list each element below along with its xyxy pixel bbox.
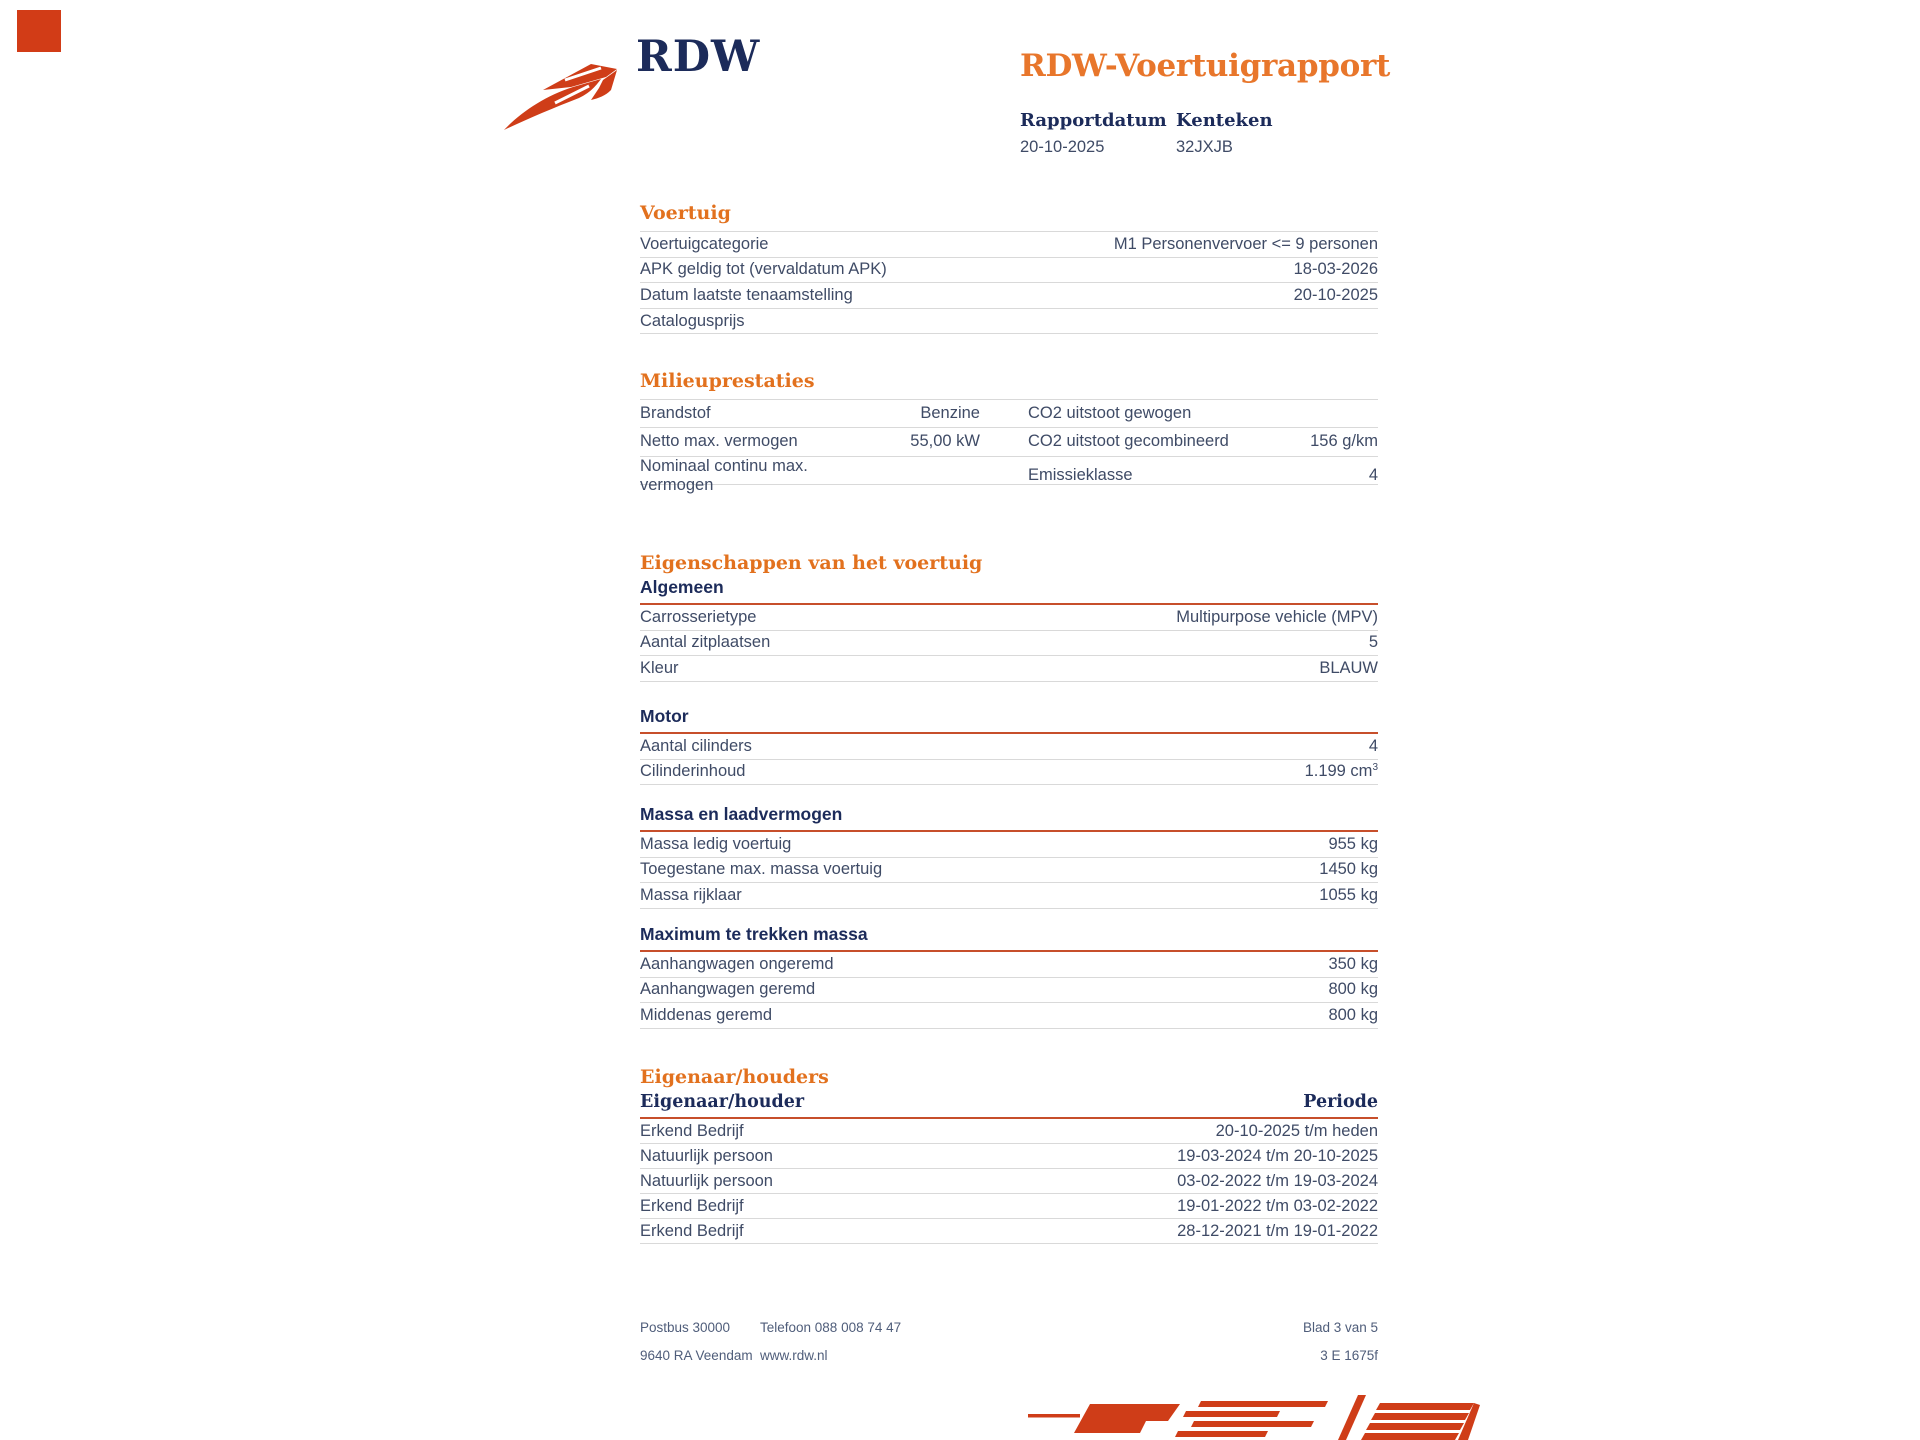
row-label: Carrosserietype xyxy=(640,607,757,626)
table-row xyxy=(640,1003,1378,1029)
rdw-stripes-motif-icon xyxy=(1028,1393,1480,1440)
table-row xyxy=(640,631,1378,657)
row-label: Toegestane max. massa voertuig xyxy=(640,860,883,879)
row-value: 350 kg xyxy=(1328,954,1378,973)
rdw-feather-logo-icon xyxy=(503,56,623,132)
owner-period: 20-10-2025 t/m heden xyxy=(1215,1121,1378,1140)
owner-name: Natuurlijk persoon xyxy=(640,1171,773,1190)
table-row xyxy=(640,978,1378,1004)
owners-table xyxy=(640,1119,1378,1244)
row-label: Emissieklasse xyxy=(1028,466,1133,485)
row-label: Aanhangwagen geremd xyxy=(640,980,816,999)
subsection-title: Massa en laadvermogen xyxy=(640,804,1378,832)
row-value: 955 kg xyxy=(1328,834,1378,853)
row-label: Cilinderinhoud xyxy=(640,762,746,781)
row-label: Catalogusprijs xyxy=(640,311,745,330)
owners-table-header xyxy=(640,1092,1378,1119)
row-label: Voertuigcategorie xyxy=(640,234,769,253)
row-value: Multipurpose vehicle (MPV) xyxy=(1176,607,1378,626)
report-date-block xyxy=(1020,110,1176,157)
owner-name: Erkend Bedrijf xyxy=(640,1196,744,1215)
row-label: CO2 uitstoot gewogen xyxy=(1028,404,1192,423)
row-value: 4 xyxy=(1368,466,1378,485)
table-row xyxy=(640,858,1378,884)
license-plate-value: 32JXJB xyxy=(1176,138,1233,156)
footer-doc-code: 3 E 1675f xyxy=(1320,1348,1378,1363)
subsection-title: Motor xyxy=(640,706,1378,734)
row-label: Datum laatste tenaamstelling xyxy=(640,285,853,304)
row-label: Kleur xyxy=(640,658,679,677)
row-value: Benzine xyxy=(920,404,980,423)
subsection-algemeen xyxy=(640,577,1378,682)
owner-period: 19-03-2024 t/m 20-10-2025 xyxy=(1177,1146,1378,1165)
section-heading: Eigenschappen van het voertuig xyxy=(640,552,983,574)
table-row xyxy=(640,428,1378,456)
row-value: 18-03-2026 xyxy=(1293,260,1378,279)
subsection-maximum-trekken xyxy=(640,924,1378,1029)
owner-name: Natuurlijk persoon xyxy=(640,1146,773,1165)
owner-period: 28-12-2021 t/m 19-01-2022 xyxy=(1177,1221,1378,1240)
table-row xyxy=(640,456,1378,494)
row-label: Aantal cilinders xyxy=(640,736,752,755)
footer-address-line1: Postbus 30000 xyxy=(640,1320,731,1335)
maximum-table xyxy=(640,952,1378,1029)
algemeen-table xyxy=(640,605,1378,682)
row-label: Brandstof xyxy=(640,404,711,423)
corner-marker xyxy=(17,10,61,52)
voertuig-table xyxy=(640,231,1378,334)
row-label: Massa ledig voertuig xyxy=(640,834,792,853)
table-row xyxy=(640,1144,1378,1169)
section-heading: Voertuig xyxy=(640,202,731,224)
footer-website: www.rdw.nl xyxy=(760,1348,828,1363)
row-label: Middenas geremd xyxy=(640,1005,773,1024)
page-title: RDW-Voertuigrapport xyxy=(1020,48,1391,84)
row-value: 5 xyxy=(1368,633,1378,652)
table-row xyxy=(640,656,1378,682)
row-value: 1.199 $cm^3$ xyxy=(1304,762,1378,781)
row-label: Netto max. vermogen xyxy=(640,432,798,451)
table-row xyxy=(640,605,1378,631)
owner-name: Erkend Bedrijf xyxy=(640,1221,744,1240)
footer-page-number: Blad 3 van 5 xyxy=(1302,1320,1378,1335)
section-eigenaar-houders xyxy=(640,1066,1378,1244)
table-row xyxy=(640,760,1378,786)
table-row xyxy=(640,1169,1378,1194)
report-meta xyxy=(1020,110,1332,157)
license-plate-block xyxy=(1176,110,1332,157)
row-label: Aantal zitplaatsen xyxy=(640,633,771,652)
footer-address-line2: 9640 RA Veendam xyxy=(640,1348,753,1363)
row-value: 1055 kg xyxy=(1319,885,1378,904)
table-row xyxy=(640,400,1378,428)
owner-period: 19-01-2022 t/m 03-02-2022 xyxy=(1177,1196,1378,1215)
table-row xyxy=(640,258,1378,284)
page-footer xyxy=(640,1320,1378,1363)
massa-table xyxy=(640,832,1378,909)
subsection-massa xyxy=(640,804,1378,909)
table-row xyxy=(640,832,1378,858)
row-value: 156 g/km xyxy=(1310,432,1378,451)
subsection-motor xyxy=(640,706,1378,785)
column-header-owner: Eigenaar/houder xyxy=(640,1092,805,1112)
license-plate-label: Kenteken xyxy=(1176,110,1273,131)
row-value: BLAUW xyxy=(1319,658,1378,677)
subsection-title: Maximum te trekken massa xyxy=(640,924,1378,952)
table-row xyxy=(640,952,1378,978)
row-value: 800 kg xyxy=(1328,980,1378,999)
table-row xyxy=(640,883,1378,909)
row-label: Aanhangwagen ongeremd xyxy=(640,954,834,973)
table-row xyxy=(640,309,1378,335)
section-milieuprestaties xyxy=(640,370,1378,494)
row-label: Massa rijklaar xyxy=(640,885,742,904)
section-heading: Eigenaar/houders xyxy=(640,1066,829,1088)
row-label: APK geldig tot (vervaldatum APK) xyxy=(640,260,887,279)
milieu-table xyxy=(640,399,1378,494)
subsection-title: Algemeen xyxy=(640,577,1378,605)
row-label: CO2 uitstoot gecombineerd xyxy=(1028,432,1229,451)
section-heading: Milieuprestaties xyxy=(640,370,815,392)
table-row xyxy=(640,1194,1378,1219)
column-header-period: Periode xyxy=(1303,1092,1378,1112)
owner-period: 03-02-2022 t/m 19-03-2024 xyxy=(1177,1171,1378,1190)
report-date-value: 20-10-2025 xyxy=(1020,138,1105,156)
table-row xyxy=(640,734,1378,760)
table-row xyxy=(640,283,1378,309)
table-row xyxy=(640,232,1378,258)
row-label: Nominaal continu max. vermogen xyxy=(640,456,808,494)
report-date-label: Rapportdatum xyxy=(1020,110,1167,131)
row-value: 4 xyxy=(1368,736,1378,755)
table-row xyxy=(640,1219,1378,1244)
row-value: 55,00 kW xyxy=(910,432,980,451)
row-value: M1 Personenvervoer <= 9 personen xyxy=(1113,234,1378,253)
section-voertuig xyxy=(640,202,1378,334)
table-row xyxy=(640,1119,1378,1144)
owner-name: Erkend Bedrijf xyxy=(640,1121,744,1140)
footer-phone: Telefoon 088 008 74 47 xyxy=(760,1320,902,1335)
rdw-wordmark: RDW xyxy=(636,32,761,82)
row-value: 20-10-2025 xyxy=(1293,285,1378,304)
motor-table xyxy=(640,734,1378,785)
row-value: 1450 kg xyxy=(1319,860,1378,879)
row-value: 800 kg xyxy=(1328,1005,1378,1024)
